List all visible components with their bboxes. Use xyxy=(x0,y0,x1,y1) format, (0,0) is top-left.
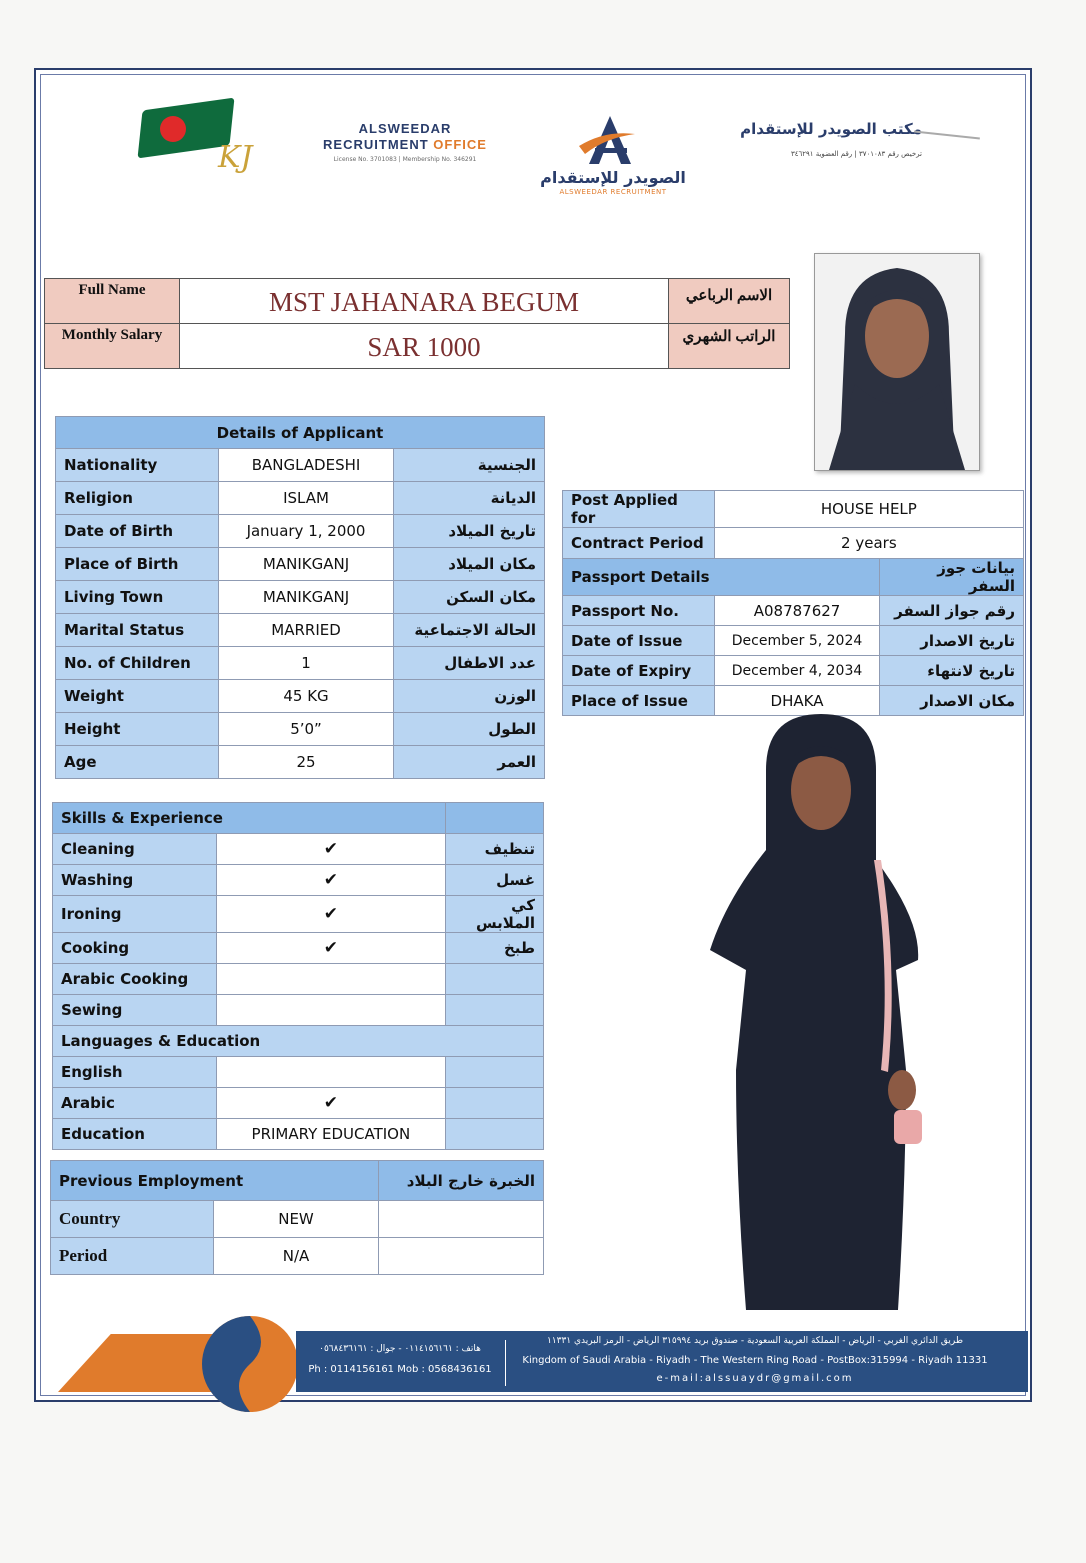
employment-label: Period xyxy=(51,1238,214,1275)
language-value: ✔ xyxy=(216,1088,445,1119)
skill-label: Arabic Cooking xyxy=(53,964,217,995)
skills-title-ar-empty xyxy=(446,803,544,834)
salary-label: Monthly Salary xyxy=(44,323,180,369)
office-name-recruitment: RECRUITMENT xyxy=(323,137,429,152)
detail-label-ar: الحالة الاجتماعية xyxy=(394,614,545,647)
education-empty xyxy=(446,1119,544,1150)
detail-value: MANIKGANJ xyxy=(218,548,394,581)
passport-label-ar: تاريخ لانتهاء xyxy=(880,656,1024,686)
detail-label-ar: عدد الاطفال xyxy=(394,647,545,680)
detail-label-ar: الديانة xyxy=(394,482,545,515)
detail-value: January 1, 2000 xyxy=(218,515,394,548)
flag-red-disc xyxy=(160,116,186,142)
office-name-office: OFFICE xyxy=(433,137,487,152)
skill-check: ✔ xyxy=(216,865,445,896)
skill-label-ar xyxy=(446,964,544,995)
office-license-ar: ترخيص رقم ٣٧٠١٠٨٣ | رقم العضوية ٣٤٦٢٩١ xyxy=(790,150,922,158)
logo-english-name: ALSWEEDAR RECRUITMENT xyxy=(559,188,667,196)
employment-title-ar: الخبرة خارج البلاد xyxy=(379,1161,544,1201)
portrait-photo-icon xyxy=(815,254,979,470)
detail-label: Nationality xyxy=(56,449,219,482)
skill-check xyxy=(216,964,445,995)
languages-title: Languages & Education xyxy=(53,1026,544,1057)
skill-label-ar: طبخ xyxy=(446,933,544,964)
footer-address-ar: طريق الدائري الغربي - الرياض - المملكة العربية السعودية - صندوق بريد ٣١٥٩٩٤ الرياض - الرمز البريدي ١١٣٣١ xyxy=(546,1336,964,1346)
logo-arabic-name: الصويدر للإستقدام xyxy=(540,168,686,187)
detail-label-ar: مكان الميلاد xyxy=(394,548,545,581)
passport-value: A08787627 xyxy=(714,596,880,626)
skill-label: Cleaning xyxy=(53,834,217,865)
passport-value: December 4, 2034 xyxy=(714,656,880,686)
employment-label: Country xyxy=(51,1201,214,1238)
detail-value: 25 xyxy=(218,746,394,779)
language-label: Arabic xyxy=(53,1088,217,1119)
office-name-en xyxy=(300,121,510,153)
employment-value: NEW xyxy=(213,1201,379,1238)
employment-title: Previous Employment xyxy=(51,1161,379,1201)
passport-label-ar: مكان الاصدار xyxy=(880,686,1024,716)
detail-label-ar: تاريخ الميلاد xyxy=(394,515,545,548)
passport-label: Date of Expiry xyxy=(563,656,715,686)
employment-value: N/A xyxy=(213,1238,379,1275)
employment-empty xyxy=(379,1201,544,1238)
skill-label-ar: تنظيف xyxy=(446,834,544,865)
detail-label: Weight xyxy=(56,680,219,713)
passport-details-title: Passport Details xyxy=(563,559,880,596)
footer-phone: Ph : 0114156161 Mob : 0568436161 xyxy=(308,1364,492,1375)
passport-label-ar: تاريخ الاصدار xyxy=(880,626,1024,656)
detail-label-ar: مكان السكن xyxy=(394,581,545,614)
alsweedar-logo-icon xyxy=(575,112,645,170)
applicant-details-table xyxy=(55,416,545,779)
detail-label-ar: العمر xyxy=(394,746,545,779)
detail-value: ISLAM xyxy=(218,482,394,515)
passport-label: Place of Issue xyxy=(563,686,715,716)
footer-divider xyxy=(505,1340,506,1386)
skill-label-ar xyxy=(446,995,544,1026)
detail-value: 1 xyxy=(218,647,394,680)
post-passport-table xyxy=(562,490,1024,716)
skill-label-ar: غسل xyxy=(446,865,544,896)
passport-label: Date of Issue xyxy=(563,626,715,656)
education-label: Education xyxy=(53,1119,217,1150)
detail-value: MARRIED xyxy=(218,614,394,647)
footer-address: Kingdom of Saudi Arabia - Riyadh - The Western Ring Road - PostBox:315994 - Riyadh 11331 xyxy=(522,1355,988,1366)
skill-label: Washing xyxy=(53,865,217,896)
detail-label: Place of Birth xyxy=(56,548,219,581)
skill-check: ✔ xyxy=(216,933,445,964)
applicant-full-photo xyxy=(706,710,936,1314)
footer-phone-ar: هاتف : ٠١١٤١٥٦١٦١ - جوال : ٠٥٦٨٤٣٦١٦١ xyxy=(319,1344,481,1354)
flag-signature: KJ xyxy=(218,140,253,175)
detail-label-ar: الوزن xyxy=(394,680,545,713)
detail-value: BANGLADESHI xyxy=(218,449,394,482)
skill-label-ar: كي الملابس xyxy=(446,896,544,933)
detail-label: Age xyxy=(56,746,219,779)
detail-label: Living Town xyxy=(56,581,219,614)
employment-table xyxy=(50,1160,544,1275)
detail-label: Religion xyxy=(56,482,219,515)
passport-value: December 5, 2024 xyxy=(714,626,880,656)
language-label: English xyxy=(53,1057,217,1088)
skill-label: Sewing xyxy=(53,995,217,1026)
education-value: PRIMARY EDUCATION xyxy=(216,1119,445,1150)
detail-label: Height xyxy=(56,713,219,746)
skill-check: ✔ xyxy=(216,834,445,865)
office-name-ar: مكتب الصويدر للإستقدام xyxy=(740,120,922,138)
detail-value: 5’0” xyxy=(218,713,394,746)
post-value: HOUSE HELP xyxy=(714,491,1023,528)
detail-label-ar: الطول xyxy=(394,713,545,746)
passport-label-ar: رقم جواز السفر xyxy=(880,596,1024,626)
employment-empty xyxy=(379,1238,544,1275)
post-label: Contract Period xyxy=(563,528,715,559)
detail-value: MANIKGANJ xyxy=(218,581,394,614)
passport-label: Passport No. xyxy=(563,596,715,626)
full-name-value: MST JAHANARA BEGUM xyxy=(179,278,669,324)
full-name-label-ar: الاسم الرباعي xyxy=(668,278,790,324)
language-value xyxy=(216,1057,445,1088)
applicant-details-title: Details of Applicant xyxy=(56,417,545,449)
skill-check: ✔ xyxy=(216,896,445,933)
skill-label: Ironing xyxy=(53,896,217,933)
office-name-line1: ALSWEEDAR xyxy=(358,121,452,136)
full-name-label: Full Name xyxy=(44,278,180,324)
office-license-en: License No. 3701083 | Membership No. 346291 xyxy=(333,156,477,163)
detail-label: Marital Status xyxy=(56,614,219,647)
language-empty xyxy=(446,1088,544,1119)
skills-table xyxy=(52,802,544,1150)
applicant-portrait xyxy=(814,253,980,471)
passport-details-title-ar: بيانات جوز السفر xyxy=(880,559,1024,596)
footer-email[interactable]: e-mail:alssuaydr@gmail.com xyxy=(656,1373,854,1384)
detail-label-ar: الجنسية xyxy=(394,449,545,482)
skills-title: Skills & Experience xyxy=(53,803,446,834)
salary-label-ar: الراتب الشهري xyxy=(668,323,790,369)
skill-label: Cooking xyxy=(53,933,217,964)
salary-value: SAR 1000 xyxy=(179,323,669,369)
language-empty xyxy=(446,1057,544,1088)
detail-value: 45 KG xyxy=(218,680,394,713)
skill-check xyxy=(216,995,445,1026)
passport-value: DHAKA xyxy=(714,686,880,716)
detail-label: No. of Children xyxy=(56,647,219,680)
post-label: Post Applied for xyxy=(563,491,715,528)
detail-label: Date of Birth xyxy=(56,515,219,548)
footer-logo-icon xyxy=(200,1314,300,1414)
post-value: 2 years xyxy=(714,528,1023,559)
office-name-line2 xyxy=(300,137,510,153)
